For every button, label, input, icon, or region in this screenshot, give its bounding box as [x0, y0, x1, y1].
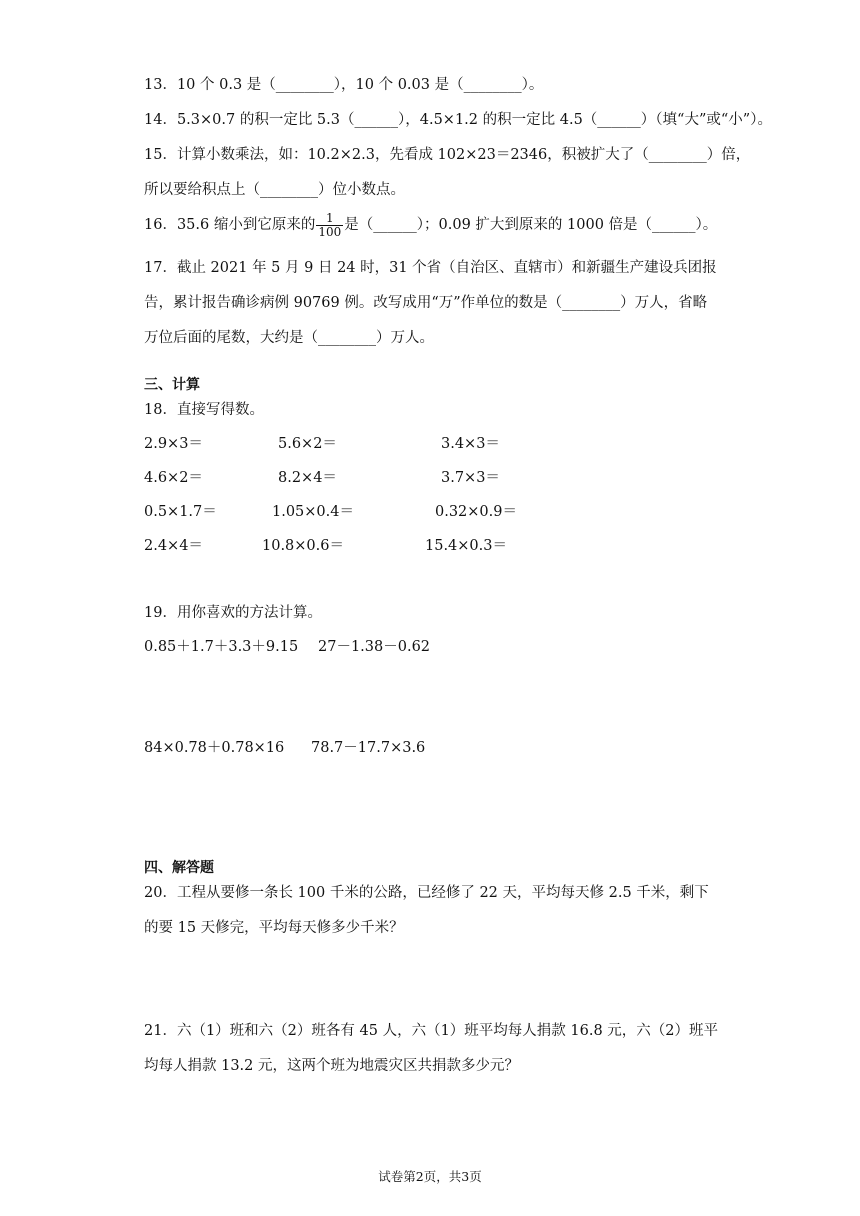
question-20-line-2: 的要 15 天修完，平均每天修多少千米？	[144, 920, 404, 936]
q18-item: 0.5×1.7＝	[144, 504, 217, 520]
question-14: 14．5.3×0.7 的积一定比 5.3（______），4.5×1.2 的积一定比 4.5（______）（填“大”或“小”）。	[144, 112, 772, 128]
section-3-heading: 三、计算	[144, 377, 200, 393]
fraction-numerator: 1	[316, 212, 343, 226]
page-footer: 试卷第2页，共3页	[378, 1169, 482, 1184]
q18-item: 5.6×2＝	[278, 436, 337, 452]
question-13: 13．10 个 0.3 是（________），10 个 0.03 是（________）。	[144, 77, 544, 93]
q19-expression: 27－1.38－0.62	[318, 639, 431, 655]
question-19: 19．用你喜欢的方法计算。	[144, 605, 322, 621]
question-17-line-3: 万位后面的尾数，大约是（________）万人。	[144, 330, 434, 346]
q18-item: 3.7×3＝	[441, 470, 500, 486]
q18-item: 1.05×0.4＝	[272, 504, 354, 520]
fraction-denominator: 100	[318, 224, 342, 239]
question-17-line-2: 告，累计报告确诊病例 90769 例。改写成用“万”作单位的数是（________）万人，省略	[144, 295, 708, 311]
question-16-suffix: 是（______）；0.09 扩大到原来的 1000 倍是（______）。	[344, 217, 718, 233]
question-18: 18．直接写得数。	[144, 402, 264, 418]
question-15-line-2: 所以要给积点上（________）位小数点。	[144, 182, 405, 198]
q18-item: 3.4×3＝	[441, 436, 500, 452]
q18-item: 8.2×4＝	[278, 470, 337, 486]
question-20-line-1: 20．工程从要修一条长 100 千米的公路，已经修了 22 天，平均每天修 2.5 千米，剩下	[144, 885, 709, 901]
q18-item: 2.9×3＝	[144, 436, 203, 452]
q18-item: 10.8×0.6＝	[262, 538, 344, 554]
q18-item: 15.4×0.3＝	[425, 538, 507, 554]
q19-expression: 0.85＋1.7＋3.3＋9.15	[144, 639, 299, 655]
question-21-line-2: 均每人捐款 13.2 元，这两个班为地震灾区共捐款多少元？	[144, 1058, 520, 1074]
q18-item: 2.4×4＝	[144, 538, 203, 554]
question-17-line-1: 17．截止 2021 年 5 月 9 日 24 时，31 个省（自治区、直辖市）和新疆生产建设兵团报	[144, 260, 717, 276]
q18-item: 0.32×0.9＝	[435, 504, 517, 520]
question-16-prefix: 16．35.6 缩小到它原来的	[144, 217, 316, 233]
question-21-line-1: 21．六（1）班和六（2）班各有 45 人，六（1）班平均每人捐款 16.8 元，六（2）班平	[144, 1023, 719, 1039]
question-15-line-1: 15．计算小数乘法，如：10.2×2.3，先看成 102×23＝2346，积被扩大了（________）倍，	[144, 147, 751, 163]
q18-item: 4.6×2＝	[144, 470, 203, 486]
question-16	[144, 210, 717, 240]
q19-expression: 84×0.78＋0.78×16	[144, 740, 285, 756]
fraction-one-hundredth	[316, 212, 343, 239]
q19-expression: 78.7－17.7×3.6	[311, 740, 426, 756]
section-4-heading: 四、解答题	[144, 860, 214, 876]
